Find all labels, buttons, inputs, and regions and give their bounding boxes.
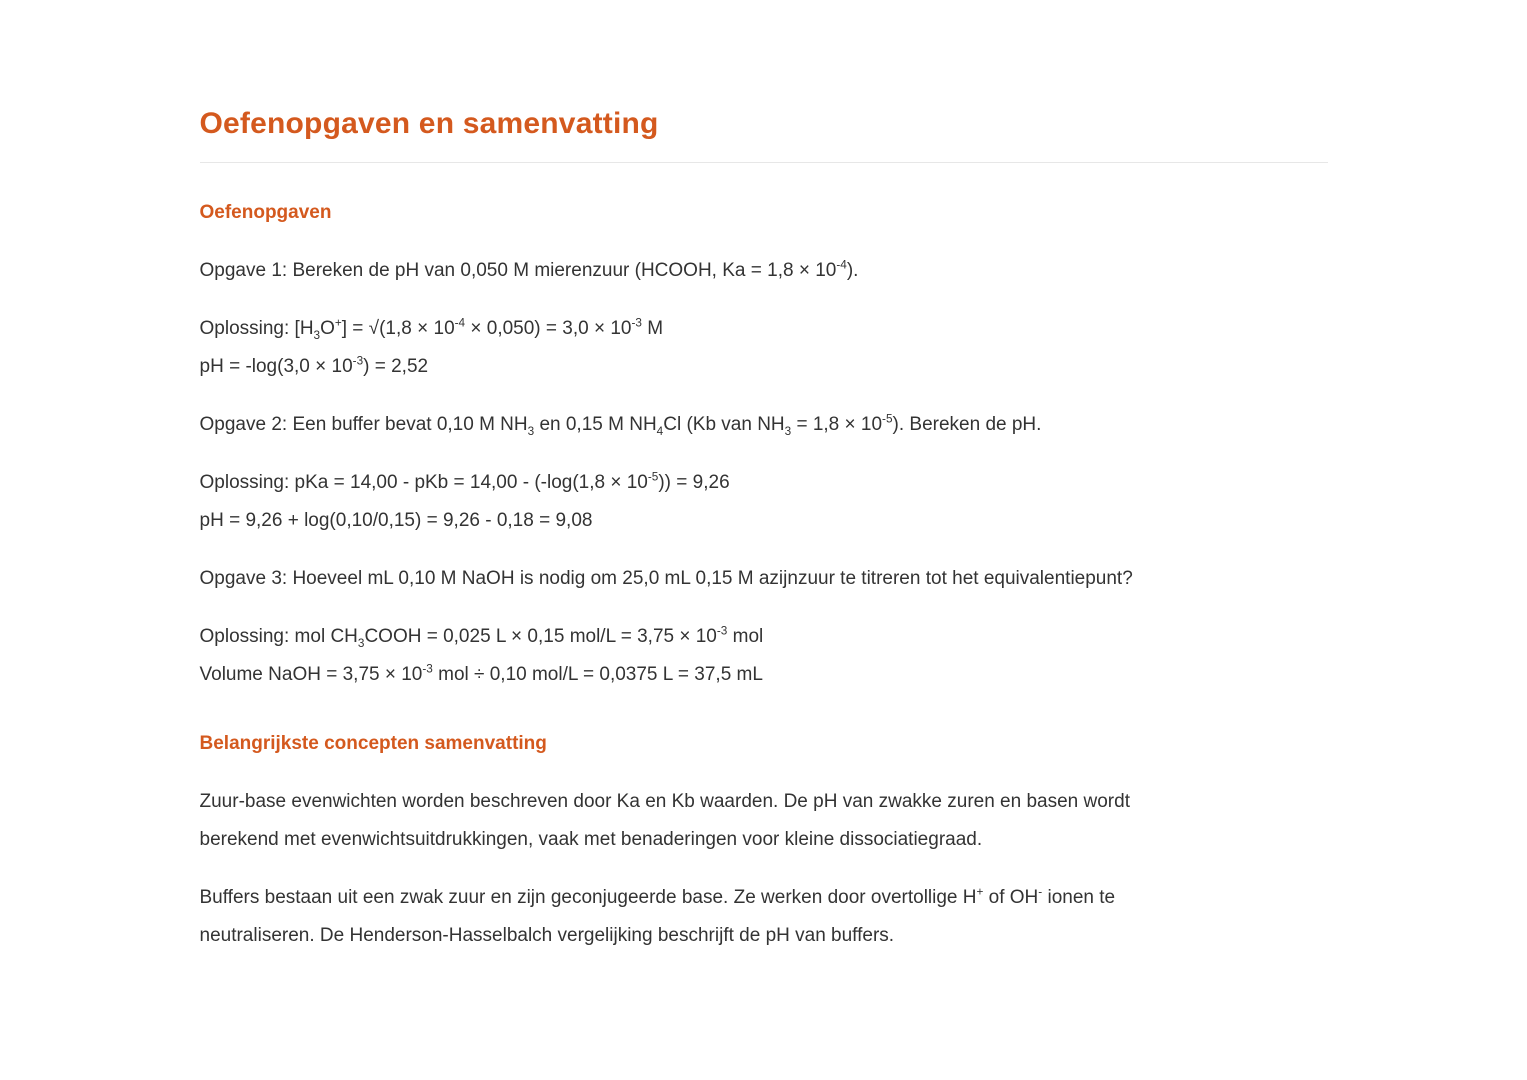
page-title: Oefenopgaven en samenvatting: [199, 107, 659, 140]
paragraph-opgave-3: Opgave 3: Hoeveel mL 0,10 M NaOH is nodig om 25,0 mL 0,15 M azijnzuur te titreren tot het equivalentiepunt?: [199, 567, 1133, 589]
section-heading-oefenopgaven: Oefenopgaven: [199, 201, 332, 223]
paragraph-samenvatting-buffers: Buffers bestaan uit een zwak zuur en zijn geconjugeerde base. Ze werken door overtollige H+ of OH- ionen te neutraliseren. De Henderson-Hasselbalch vergelijking beschrijft de pH van buffers.: [199, 885, 1116, 946]
paragraph-opgave-2: Opgave 2: Een buffer bevat 0,10 M $NH_3$ en 0,15 M $NH_4Cl$ (Kb van $NH_3 = 1,8 \times 10^{-5}$). Bereken de pH.: [199, 412, 1042, 438]
title-divider: [200, 162, 1328, 163]
paragraph-oplossing-3: Oplossing: mol $CH_3COOH = 0,025$ L × 0,15 $mol/L = 3,75 \times 10^{-3}$ mol Volume NaOH = $3,75 \times 10^{-3}$ mol ÷ 0,10 mol/L = 0,0375 L = 37,5 mL: [199, 624, 764, 685]
paragraph-oplossing-2: Oplossing: pKa = 14,00 - pKb = $14,00 - (-\log(1,8 \times 10^{-5})) = 9,26$ pH = 9,26 + log(0,10/0,15) = 9,26 - 0,18 = 9,08: [199, 470, 730, 531]
section-heading-samenvatting: Belangrijkste concepten samenvatting: [199, 732, 547, 754]
paragraph-samenvatting-zuur-base: Zuur-base evenwichten worden beschreven door Ka en Kb waarden. De pH van zwakke zuren en basen wordt berekend met evenwichtsuitdrukkingen, vaak met benaderingen voor kleine dissociatiegraad.: [199, 790, 1130, 850]
document-content: [200, 0, 1328, 1075]
paragraph-opgave-1: Opgave 1: Bereken de pH van 0,050 M mierenzuur (HCOOH, $Ka = 1,8 \times 10^{-4}$).: [199, 258, 859, 281]
paragraph-oplossing-1: Oplossing: $[H_3O^+] = √(1,8 \times 10^{-4} \times 0,050) = 3,0 \times 10^{-3}$ M pH = $-\log(3,0 \times 10^{-3}) = 2,52$: [199, 316, 664, 377]
